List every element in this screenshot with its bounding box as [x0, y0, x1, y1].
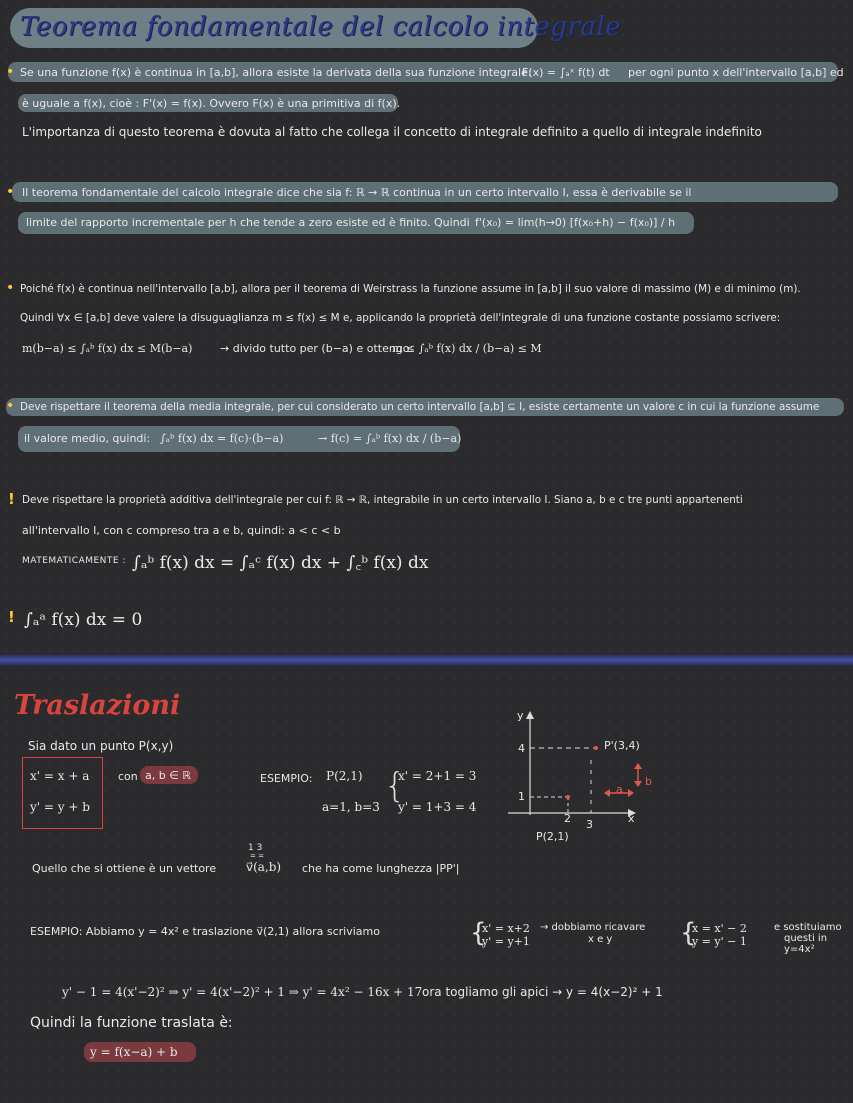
tick-3: 3	[586, 818, 593, 831]
esempio-label: ESEMPIO:	[260, 772, 313, 785]
s1-line3: L'importanza di questo teorema è dovuta al fatto che collega il concetto di integrale definito a quello di integrale indefinito	[22, 125, 762, 139]
page-title: Teorema fondamentale del calcolo integrale	[20, 12, 622, 42]
ex2-function: y=4x²	[784, 944, 815, 955]
vector-line-b: che ha come lunghezza |PP'|	[302, 862, 460, 875]
s1-line1c: per ogni punto x dell'intervallo [a,b] ed	[628, 66, 844, 79]
ex2-sostituiamo: e sostituiamo	[774, 922, 842, 933]
condition: a, b ∈ ℝ	[145, 769, 192, 782]
ex2-sys3: x = x' − 2	[692, 922, 747, 935]
system-box	[22, 757, 103, 829]
quindi-text: Quindi la funzione traslata è:	[30, 1015, 233, 1031]
s3-line2: Quindi ∀x ∈ [a,b] deve valere la disuguaglianza m ≤ f(x) ≤ M e, applicando la proprietà dell'integrale di una funzione costante possiamo scrivere:	[20, 312, 781, 324]
esempio-point: P(2,1)	[326, 769, 363, 783]
sys-line2: y' = y + b	[30, 800, 90, 814]
esempio-params: a=1, b=3	[322, 800, 380, 814]
translation-graph	[498, 705, 648, 845]
brace-icon: {	[470, 918, 487, 948]
con-label: con	[118, 770, 138, 783]
b-label: b	[645, 775, 652, 788]
s1-line2: è uguale a f(x), cioè : F'(x) = f(x). Ovvero F(x) è una primitiva di f(x).	[22, 97, 401, 110]
final-formula: y = f(x−a) + b	[90, 1045, 178, 1059]
s5-label: MATEMATICAMENTE :	[22, 556, 126, 566]
s5-line2: all'intervallo I, con c compreso tra a e b, quindi: a < c < b	[22, 524, 341, 537]
s3-inequality: m(b−a) ≤ ∫ₐᵇ f(x) dx ≤ M(b−a)	[22, 342, 193, 355]
warning-icon: !	[8, 608, 15, 626]
ex2-steps: y' − 1 = 4(x'−2)² ⇒ y' = 4(x'−2)² + 1 ⇒ y' = 4x² − 16x + 17	[62, 985, 423, 999]
brace-icon: {	[384, 766, 406, 806]
ex2-ricavare: → dobbiamo ricavare	[540, 922, 646, 933]
s6-formula: ∫ₐᵃ f(x) dx = 0	[24, 610, 143, 630]
tick-1: 1	[518, 790, 525, 803]
esempio-sys2: y' = 1+3 = 4	[398, 800, 477, 814]
x-axis-label: x	[628, 812, 635, 825]
s4-media-formula: ∫ₐᵇ f(x) dx = f(c)·(b−a)	[160, 432, 284, 445]
s3-line1: Poiché f(x) è continua nell'intervallo [a,b], allora per il teorema di Weirstrass la funzione assume in [a,b] il suo valore di massimo (M) e di minimo (m).	[20, 283, 801, 295]
s1-formula: F(x) = ∫ₐˣ f(t) dt	[522, 66, 610, 79]
bullet-icon: •	[6, 64, 15, 80]
vector-top-values: 1 3	[248, 843, 263, 853]
sys-line1: x' = x + a	[30, 769, 90, 783]
s4-fc-formula: → f(c) = ∫ₐᵇ f(x) dx / (b−a)	[318, 432, 462, 445]
s3-mean: m ≤ ∫ₐᵇ f(x) dx / (b−a) ≤ M	[392, 342, 542, 355]
warning-icon: !	[8, 490, 15, 508]
a-label: a	[616, 783, 623, 796]
ex2-sys2: y' = y+1	[482, 935, 530, 948]
bullet-icon: •	[6, 398, 15, 414]
tick-2: 2	[564, 812, 571, 825]
ex2-xy: x e y	[588, 934, 613, 945]
s2-line2: limite del rapporto incrementale per h che tende a zero esiste ed è finito. Quindi	[26, 216, 470, 229]
esempio-sys1: x' = 2+1 = 3	[398, 769, 477, 783]
section-divider	[0, 655, 853, 665]
ex2-sys1: x' = x+2	[482, 922, 530, 935]
tick-4: 4	[518, 742, 525, 755]
s2-formula: f'(x₀) = lim(h→0) [f(x₀+h) − f(x₀)] / h	[475, 216, 676, 229]
s3-divide: → divido tutto per (b−a) e ottengo:	[220, 342, 414, 355]
vector-name: v⃗(a,b)	[246, 860, 282, 874]
ex2-questi: questi in	[784, 933, 828, 944]
s5-line1: Deve rispettare la proprietà additiva dell'integrale per cui f: ℝ → ℝ, integrabile in un certo intervallo I. Siano a, b e c tre punti appartenenti	[22, 494, 743, 506]
vector-equals: = =	[250, 852, 264, 860]
bullet-icon: •	[6, 280, 15, 296]
s5-additive-formula: ∫ₐᵇ f(x) dx = ∫ₐᶜ f(x) dx + ∫꜀ᵇ f(x) dx	[132, 553, 429, 573]
traslazioni-title: Traslazioni	[14, 690, 181, 721]
point-p-label: P(2,1)	[536, 830, 569, 843]
bullet-icon: •	[6, 184, 15, 200]
vector-line-a: Quello che si ottiene è un vettore	[32, 862, 217, 875]
s2-line1: Il teorema fondamentale del calcolo integrale dice che sia f: ℝ → ℝ continua in un certo intervallo I, essa è derivabile se il	[22, 186, 692, 199]
y-axis-label: y	[517, 709, 524, 722]
ex2-sys4: y = y' − 1	[692, 935, 747, 948]
brace-icon: {	[680, 918, 697, 948]
point-p2-label: P'(3,4)	[604, 739, 640, 752]
traslazioni-intro: Sia dato un punto P(x,y)	[28, 739, 174, 753]
s4-line1: Deve rispettare il teorema della media integrale, per cui considerato un certo intervallo [a,b] ⊆ I, esiste certamente un valore c in cui la funzione assume	[20, 401, 820, 413]
s1-line1a: Se una funzione f(x) è continua in [a,b], allora esiste la derivata della sua funzione integrale:	[20, 66, 532, 79]
ex2-result: ora togliamo gli apici → y = 4(x−2)² + 1	[422, 985, 663, 999]
s4-line2a: il valore medio, quindi:	[24, 432, 151, 445]
ex2-intro: ESEMPIO: Abbiamo y = 4x² e traslazione v⃗(2,1) allora scriviamo	[30, 925, 380, 938]
